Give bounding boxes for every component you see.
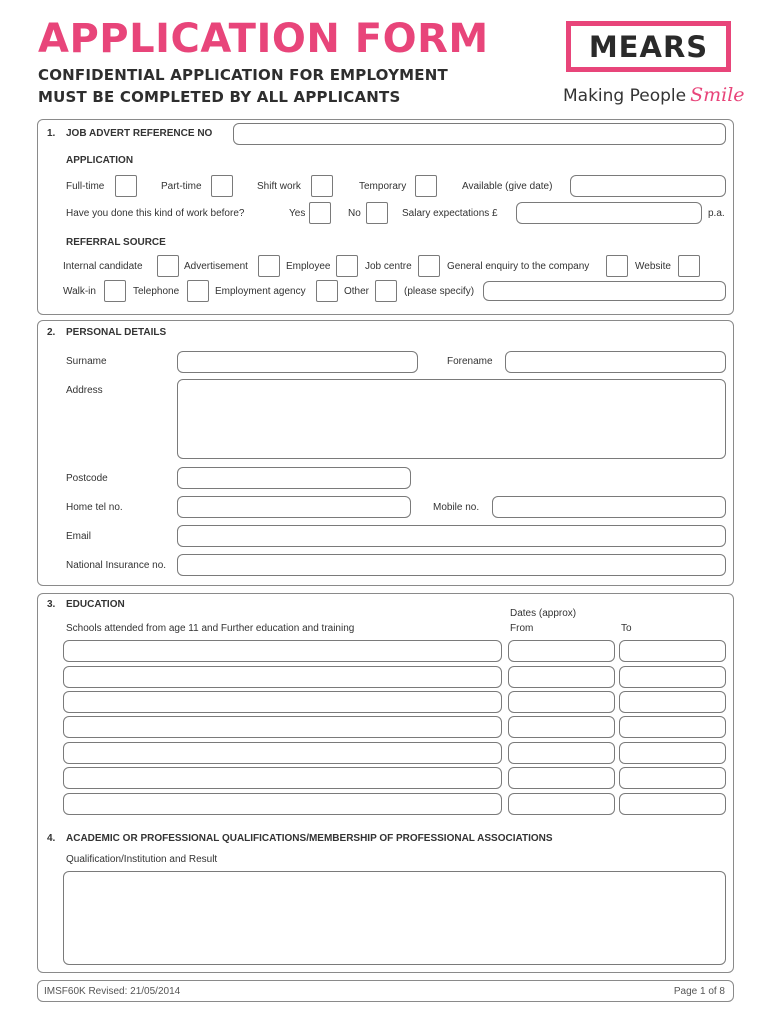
- form-title: APPLICATION FORM: [38, 16, 489, 62]
- parttime-label: Part-time: [161, 181, 202, 192]
- from-input-2[interactable]: [508, 666, 615, 688]
- other-specify-input[interactable]: [483, 281, 726, 301]
- qualifications-input[interactable]: [63, 871, 726, 965]
- school-input-6[interactable]: [63, 767, 502, 789]
- job-ref-input[interactable]: [233, 123, 726, 145]
- page-number: Page 1 of 8: [673, 986, 725, 997]
- from-input-5[interactable]: [508, 742, 615, 764]
- section2-number: 2.: [47, 327, 56, 338]
- jobcentre-label: Job centre: [365, 261, 412, 272]
- fulltime-checkbox[interactable]: [115, 175, 137, 197]
- pa-label: p.a.: [708, 208, 725, 219]
- to-input-6[interactable]: [619, 767, 726, 789]
- from-input-6[interactable]: [508, 767, 615, 789]
- forename-label: Forename: [447, 356, 493, 367]
- tagline-accent: Smile: [690, 84, 745, 106]
- school-input-1[interactable]: [63, 640, 502, 662]
- school-input-4[interactable]: [63, 716, 502, 738]
- schools-label: Schools attended from age 11 and Further education and training: [66, 623, 355, 634]
- school-input-5[interactable]: [63, 742, 502, 764]
- dates-label: Dates (approx): [510, 608, 577, 619]
- school-input-3[interactable]: [63, 691, 502, 713]
- internal-checkbox[interactable]: [157, 255, 179, 277]
- personal-details-heading: PERSONAL DETAILS: [66, 327, 167, 338]
- mears-logo: [566, 21, 731, 72]
- walkin-label: Walk-in: [63, 286, 96, 297]
- general-enquiry-label: General enquiry to the company: [447, 261, 590, 272]
- job-ref-label: JOB ADVERT REFERENCE NO: [66, 128, 213, 139]
- mobile-label: Mobile no.: [433, 502, 480, 513]
- application-heading: APPLICATION: [66, 155, 134, 166]
- postcode-label: Postcode: [66, 473, 108, 484]
- general-enquiry-checkbox[interactable]: [606, 255, 628, 277]
- agency-checkbox[interactable]: [316, 280, 338, 302]
- other-checkbox[interactable]: [375, 280, 397, 302]
- temporary-label: Temporary: [359, 181, 407, 192]
- section1-number: 1.: [47, 128, 56, 139]
- school-input-2[interactable]: [63, 666, 502, 688]
- yes-label: Yes: [289, 208, 306, 219]
- to-input-2[interactable]: [619, 666, 726, 688]
- jobcentre-checkbox[interactable]: [418, 255, 440, 277]
- advertisement-label: Advertisement: [184, 261, 248, 272]
- qualification-label: Qualification/Institution and Result: [66, 854, 218, 865]
- done-before-label: Have you done this kind of work before?: [66, 208, 245, 219]
- advertisement-checkbox[interactable]: [258, 255, 280, 277]
- available-label: Available (give date): [462, 181, 553, 192]
- other-label: Other: [344, 286, 370, 297]
- form-code: IMSF60K Revised: 21/05/2014: [44, 986, 181, 997]
- address-label: Address: [66, 385, 103, 396]
- telephone-checkbox[interactable]: [187, 280, 209, 302]
- section4-number: 4.: [47, 833, 56, 844]
- specify-label: (please specify): [404, 286, 475, 297]
- form-subtitle-line1: CONFIDENTIAL APPLICATION FOR EMPLOYMENT: [38, 66, 448, 84]
- section3-number: 3.: [47, 599, 56, 610]
- ni-label: National Insurance no.: [66, 560, 167, 571]
- form-subtitle-line2: MUST BE COMPLETED BY ALL APPLICANTS: [38, 88, 401, 106]
- tagline: [563, 84, 745, 106]
- walkin-checkbox[interactable]: [104, 280, 126, 302]
- logo-text: MEARS: [588, 29, 709, 64]
- website-label: Website: [635, 261, 671, 272]
- page-footer: [37, 980, 734, 1002]
- agency-label: Employment agency: [215, 286, 306, 297]
- to-input-7[interactable]: [619, 793, 726, 815]
- to-input-5[interactable]: [619, 742, 726, 764]
- from-label: From: [510, 623, 534, 634]
- school-input-7[interactable]: [63, 793, 502, 815]
- surname-input[interactable]: [177, 351, 418, 373]
- email-input[interactable]: [177, 525, 726, 547]
- salary-label: Salary expectations £: [402, 208, 498, 219]
- to-input-1[interactable]: [619, 640, 726, 662]
- education-heading: EDUCATION: [66, 599, 125, 610]
- mobile-input[interactable]: [492, 496, 726, 518]
- to-label: To: [621, 623, 632, 634]
- fulltime-label: Full-time: [66, 181, 105, 192]
- forename-input[interactable]: [505, 351, 726, 373]
- ni-input[interactable]: [177, 554, 726, 576]
- salary-input[interactable]: [516, 202, 702, 224]
- website-checkbox[interactable]: [678, 255, 700, 277]
- yes-checkbox[interactable]: [309, 202, 331, 224]
- from-input-7[interactable]: [508, 793, 615, 815]
- email-label: Email: [66, 531, 92, 542]
- hometel-label: Home tel no.: [66, 502, 123, 513]
- postcode-input[interactable]: [177, 467, 411, 489]
- address-input[interactable]: [177, 379, 726, 459]
- internal-label: Internal candidate: [63, 261, 143, 272]
- telephone-label: Telephone: [133, 286, 180, 297]
- parttime-checkbox[interactable]: [211, 175, 233, 197]
- employee-checkbox[interactable]: [336, 255, 358, 277]
- no-checkbox[interactable]: [366, 202, 388, 224]
- surname-label: Surname: [66, 356, 107, 367]
- qualifications-heading: ACADEMIC OR PROFESSIONAL QUALIFICATIONS/MEMBERSHIP OF PROFESSIONAL ASSOCIATIONS: [66, 833, 553, 844]
- available-date-input[interactable]: [570, 175, 726, 197]
- from-input-3[interactable]: [508, 691, 615, 713]
- shiftwork-checkbox[interactable]: [311, 175, 333, 197]
- to-input-4[interactable]: [619, 716, 726, 738]
- referral-heading: REFERRAL SOURCE: [66, 237, 166, 248]
- to-input-3[interactable]: [619, 691, 726, 713]
- from-input-1[interactable]: [508, 640, 615, 662]
- from-input-4[interactable]: [508, 716, 615, 738]
- hometel-input[interactable]: [177, 496, 411, 518]
- no-label: No: [348, 208, 361, 219]
- temporary-checkbox[interactable]: [415, 175, 437, 197]
- shiftwork-label: Shift work: [257, 181, 301, 192]
- employee-label: Employee: [286, 261, 331, 272]
- tagline-main: Making People: [563, 86, 687, 106]
